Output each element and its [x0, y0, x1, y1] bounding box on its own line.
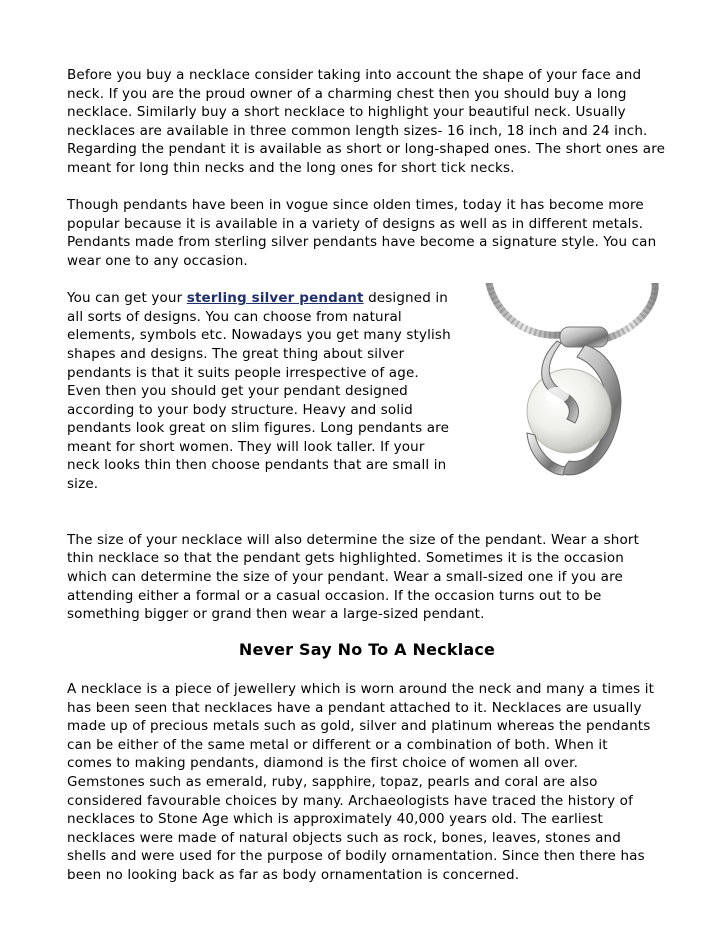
section-heading: Never Say No To A Necklace	[238, 640, 496, 659]
necklace-history-block	[67, 680, 657, 885]
document-page	[67, 66, 667, 883]
sterling-silver-pendant-link[interactable]: sterling silver pendant	[186, 290, 364, 307]
paragraph-text: You can get your	[67, 290, 187, 307]
necklace-history-paragraph: A necklace is a piece of jewellery which is worn around the neck and many a times it has been seen that necklaces have a pendant attached to it. Necklaces are usually made up of precious metals such as gold, silver and platinum whereas the pendants can be either of the same metal or different or a combination of both. When it comes to making pendants, diamond is the first choice of women all over. Gemstones such as emerald, ruby, sapphire, topaz, pearls and coral are also considered favourable choices by many. Archaeologists have traced the history of necklaces to Stone Age which is approximately 40,000 years old. The earliest necklaces were made of natural objects such as rock, bones, leaves, stones and shells and were used for the purpose of bodily ornamentation. Since then there has been no looking back as far as body ornamentation is concerned.	[67, 681, 655, 883]
necklace-size-paragraph: The size of your necklace will also determine the size of the pendant. Wear a short thin necklace so that the pendant gets highlighted. Sometimes it is the occasion which can determine the size of your pendant. Wear a small-sized one if you are attending either a formal or a casual occasion. If the occasion turns out to be something bigger or grand then wear a large-sized pendant.	[67, 531, 640, 623]
pearl-pendant-image	[465, 283, 723, 493]
paragraph-text: designed in all sorts of designs. You can choose from natural elements, symbols etc. Nowadays you get many stylish shapes and designs. The great thing about silver pendants is that it suits people irrespective of age. Even then you should get your pendant designed according to your body structure. Heavy and solid pendants look great on slim figures. Long pendants are meant for short women. They will look taller. If your neck looks thin then choose pendants that are small in size.	[67, 290, 451, 493]
pendant-design-paragraph	[67, 289, 457, 494]
paragraph-spacer	[67, 178, 667, 197]
image-text-section	[67, 289, 667, 512]
intro-paragraph: Before you buy a necklace consider taking into account the shape of your face and neck. If you are the proud owner of a charming chest then you should buy a long necklace. Similarly buy a short necklace to highlight your beautiful neck. Usually necklaces are available in three common length sizes- 16 inch, 18 inch and 24 inch. Regarding the pendant it is available as short or long-shaped ones. The short ones are meant for long thin necks and the long ones for short tick necks.	[67, 67, 666, 176]
section-heading-block	[67, 640, 667, 660]
paragraph-spacer	[67, 512, 667, 531]
pendant-popularity-paragraph: Though pendants have been in vogue since olden times, today it has become more popular because it is available in a variety of designs as well as in different metals. Pendants made from sterling silver pendants have become a signature style. You can wear one to any occasion.	[67, 197, 657, 269]
